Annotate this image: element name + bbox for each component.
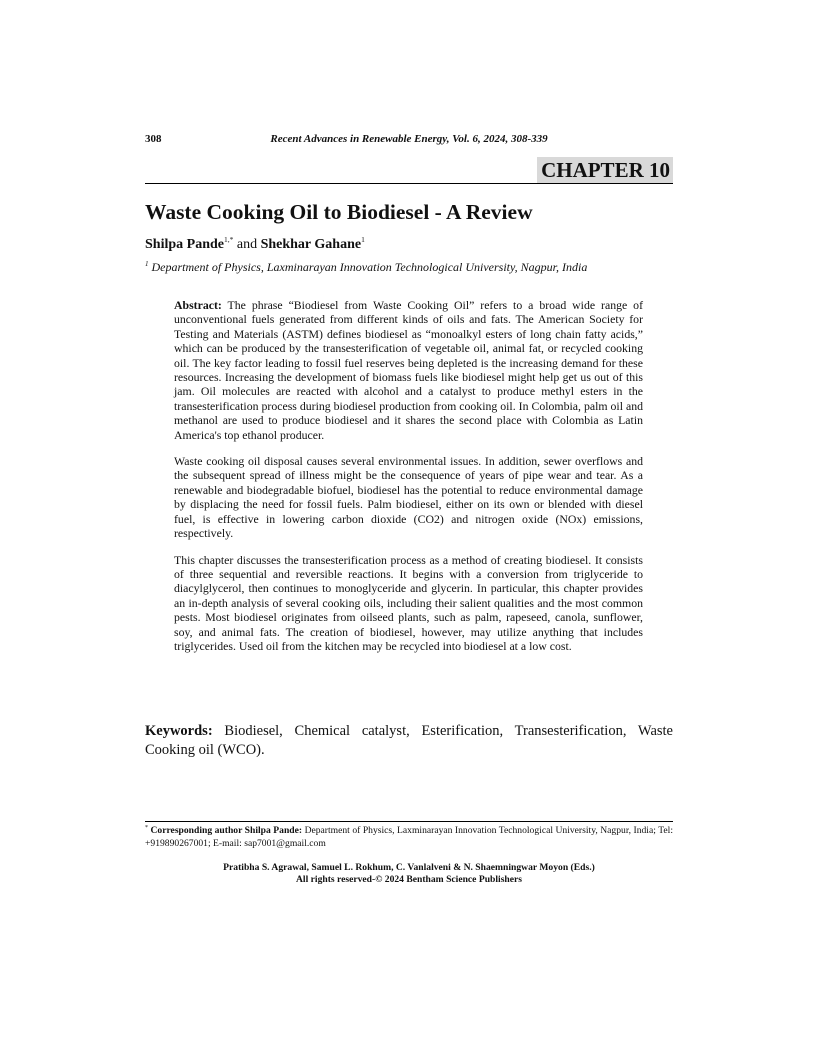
page-number: 308	[145, 133, 162, 145]
running-head	[145, 133, 673, 149]
footnote	[145, 825, 673, 850]
abstract	[174, 298, 643, 665]
affiliation-superscript: 1	[145, 260, 149, 268]
editors-line: Pratibha S. Agrawal, Samuel L. Rokhum, C. Vanlalveni & N. Shaemningwar Moyon (Eds.)	[223, 862, 595, 873]
chapter-rule	[145, 183, 673, 184]
footnote-superscript: *	[145, 825, 148, 831]
abstract-label: Abstract:	[174, 298, 222, 312]
author-superscript: 1	[361, 235, 365, 244]
author-superscript: 1,*	[223, 235, 234, 244]
footnote-rule	[145, 821, 673, 822]
author-name: Shilpa Pande	[145, 237, 224, 252]
affiliation	[145, 260, 587, 275]
abstract-text: The phrase “Biodiesel from Waste Cooking Oil” refers to a broad wide range of unconventional fuels generated from different kinds of oils and fats. The American Society for Testing and Materials (ASTM) defines biodiesel as “monoalkyl esters of long chain fatty acids,” which can be produced by the transesterification of vegetable oil, animal fat, or recycled cooking oil. The key factor leading to fossil fuel reserves being depleted is the increasing demand for these resources. Increasing the development of biomass fuels like biodiesel might help get us out of this jam. Oil molecules are reacted with alcohol and a catalyst to produce methyl esters in the transesterification process during biodiesel production from cooking oil. In Colombia, palm oil and methanol are used to produce biodiesel and it shares the second place with Colombia as Latin America's top ethanol producer.	[174, 298, 643, 442]
affiliation-text: Department of Physics, Laxminarayan Innovation Technological University, Nagpur, India	[148, 260, 588, 274]
abstract-paragraph: This chapter discusses the transesterification process as a method of creating biodiesel. It consists of three sequential and reversible reactions. It begins with a conversion from triglyceride to diacylglycerol, then continues to monoglyceride and glycerin. In particular, this chapter provides an in-depth analysis of several cooking oils, including their salient qualities and the most common pests. Most biodiesel originates from oilseed plants, such as palm, rapeseed, canola, sunflower, soy, and animal fats. The creation of biodiesel, however, may utilize anything that includes triglycerides. Used oil from the kitchen may be recycled into biodiesel at a low cost.	[174, 552, 643, 653]
author-line	[145, 236, 365, 254]
chapter-title: Waste Cooking Oil to Biodiesel - A Review	[145, 200, 533, 224]
chapter-label: CHAPTER 10	[537, 157, 673, 183]
footnote-label: Corresponding author Shilpa Pande:	[148, 825, 303, 836]
copyright-line: All rights reserved-© 2024 Bentham Science Publishers	[295, 874, 523, 885]
author-connector: and	[233, 237, 261, 252]
author-name: Shekhar Gahane	[260, 237, 362, 252]
keywords-text: Biodiesel, Chemical catalyst, Esterification, Transesterification, Waste Cooking oil (WCO).	[145, 723, 673, 758]
abstract-paragraph: Waste cooking oil disposal causes several environmental issues. In addition, sewer overflows and the subsequent spread of illness might be the consequence of years of pipe wear and tear. As a renewable and biodegradable biofuel, biodiesel has the potential to reduce environmental damage by displacing the need for fossil fuels. Palm biodiesel, either on its own or blended with diesel fuel, is effective in lowering carbon dioxide (CO2) and nitrogen oxide (NOx) emissions, respectively.	[174, 454, 643, 541]
keywords	[145, 722, 673, 760]
keywords-label: Keywords:	[145, 723, 213, 739]
abstract-paragraph	[174, 298, 643, 442]
footnote-text: Department of Physics, Laxminarayan Innovation Technological University, Nagpur, India; Tel: +919890267001; E-mail: sap7001@gmail.com	[145, 825, 673, 849]
journal-citation: Recent Advances in Renewable Energy, Vol. 6, 2024, 308-339	[270, 133, 548, 145]
publisher-credits	[145, 862, 673, 886]
